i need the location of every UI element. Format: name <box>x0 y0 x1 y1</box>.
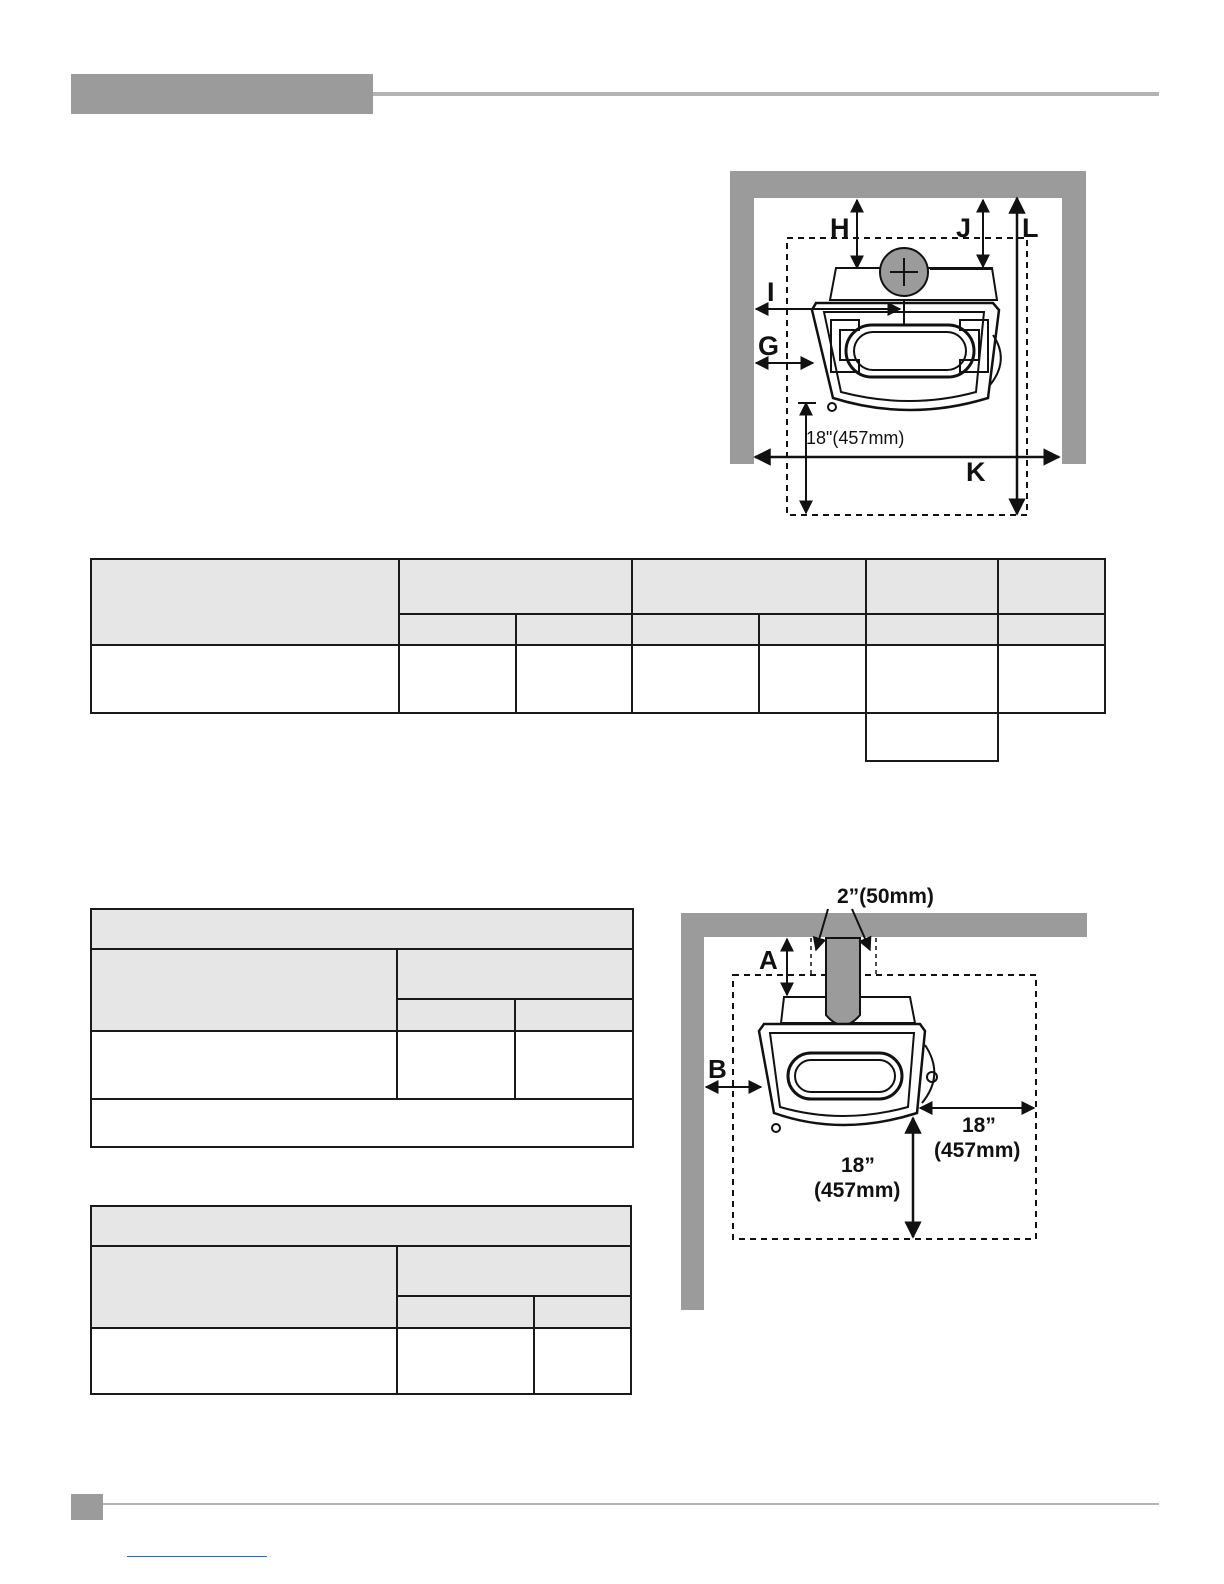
section-header-tab <box>71 74 373 114</box>
label-18in-side-metric: (457mm) <box>934 1139 1021 1162</box>
label-18in-front-value: 18” <box>841 1154 875 1177</box>
label-g: G <box>758 331 780 361</box>
label-b: B <box>708 1054 727 1084</box>
footer-page-tab <box>71 1494 103 1520</box>
label-18in-front-metric: (457mm) <box>814 1179 901 1202</box>
label-a: A <box>759 945 778 975</box>
footer-rule <box>103 1503 1159 1505</box>
label-j: J <box>956 213 972 243</box>
label-18in-side-value: 18” <box>962 1114 996 1137</box>
footer-link-underline[interactable] <box>127 1556 267 1557</box>
bottom-clearance-diagram <box>670 875 1100 1320</box>
section-header-rule <box>373 92 1159 96</box>
label-h: H <box>830 213 850 243</box>
label-k: K <box>966 457 986 487</box>
label-l: L <box>1022 213 1039 243</box>
label-18in-front: 18"(457mm) <box>806 428 905 448</box>
top-clearance-diagram <box>720 160 1100 530</box>
flue-pipe <box>826 938 860 1025</box>
label-2in: 2”(50mm) <box>837 885 934 908</box>
label-i: I <box>767 277 775 307</box>
